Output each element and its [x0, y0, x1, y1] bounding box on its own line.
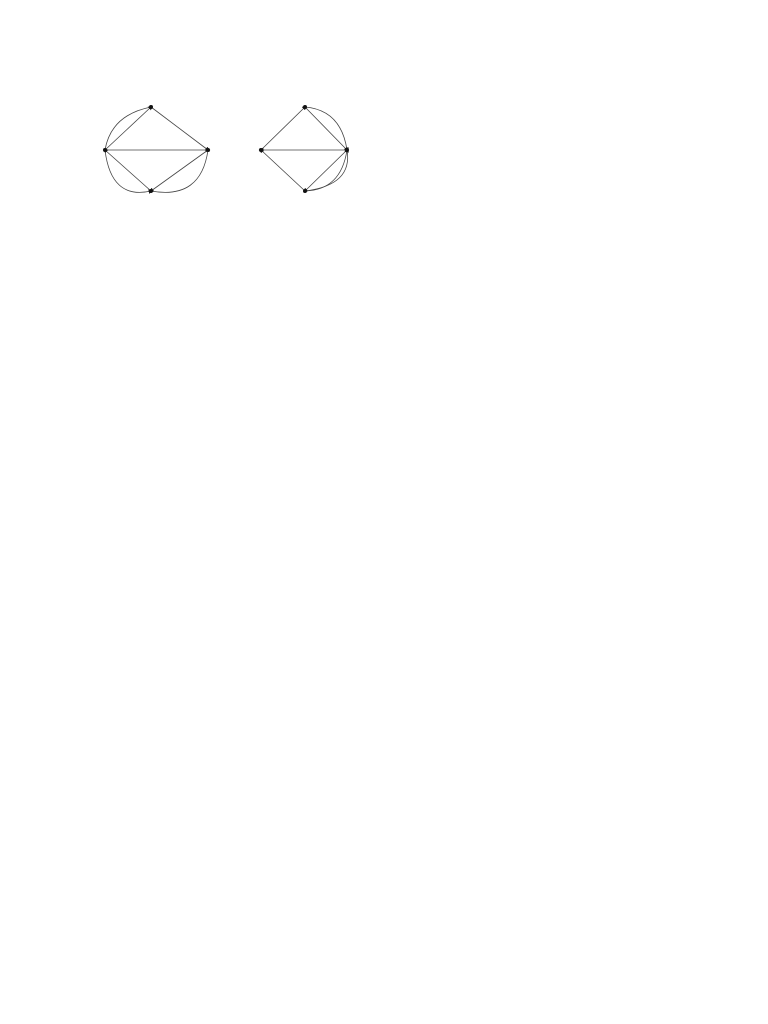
graph-a — [105, 107, 208, 192]
graph-figure — [91, 90, 691, 240]
document-page — [91, 88, 691, 248]
graph-b — [261, 107, 348, 191]
directed-graphs-diagram — [91, 90, 391, 240]
